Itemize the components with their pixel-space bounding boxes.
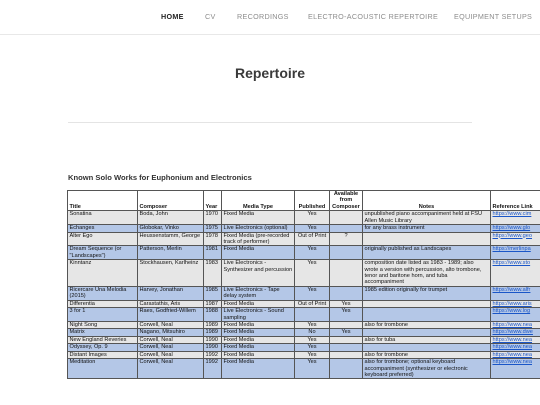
cell-year: 1990 — [204, 336, 222, 343]
cell-media-type: Fixed Media — [222, 211, 295, 225]
cell-composer: Corwell, Neal — [138, 336, 204, 343]
cell-composer: Nagano, Mitsuhiro — [138, 329, 204, 336]
cell-available-from-composer — [330, 359, 363, 379]
table-row — [68, 336, 540, 343]
cell-title: Echanges — [68, 225, 138, 232]
table-row — [68, 344, 540, 351]
cell-year: 1985 — [204, 286, 222, 300]
table-row — [68, 308, 540, 322]
nav-link-equipment-setups[interactable]: EQUIPMENT SETUPS — [454, 12, 533, 21]
column-header-media-type: Media Type — [222, 191, 295, 211]
cell-published: Yes — [295, 351, 330, 358]
cell-reference-link[interactable]: https://www.nea — [491, 336, 540, 343]
cell-notes: composition date listed as 1983 - 1989; also wrote a version with percussion, alto trombone, tenor and baritone horn, and tuba accompaniment — [363, 260, 491, 287]
cell-available-from-composer — [330, 344, 363, 351]
cell-reference-link[interactable]: https://www.nea — [491, 359, 540, 379]
cell-title: New England Reveries — [68, 336, 138, 343]
cell-notes: also for trombone — [363, 351, 491, 358]
cell-reference-link[interactable]: https://www.aris — [491, 300, 540, 307]
table-row — [68, 351, 540, 358]
cell-media-type: Fixed Media — [222, 322, 295, 329]
cell-title: Meditation — [68, 359, 138, 379]
cell-published: Yes — [295, 246, 330, 260]
cell-media-type: Live Electronics - Synthesizer and percussion — [222, 260, 295, 287]
cell-composer: Heussenstamm, George — [138, 232, 204, 246]
table-row — [68, 300, 540, 307]
nav-link-electro-acoustic-repertoire[interactable]: ELECTRO-ACOUSTIC REPERTOIRE — [308, 12, 439, 21]
cell-media-type: Fixed Media — [222, 329, 295, 336]
cell-title: Night Song — [68, 322, 138, 329]
cell-media-type: Fixed Media — [222, 359, 295, 379]
cell-media-type: Fixed Media — [222, 336, 295, 343]
cell-title: 3 for 1 — [68, 308, 138, 322]
cell-media-type: Live Electronics (optional) — [222, 225, 295, 232]
cell-notes: originally published as Landscapes — [363, 246, 491, 260]
cell-year: 1989 — [204, 322, 222, 329]
cell-year: 1983 — [204, 260, 222, 287]
cell-available-from-composer: Yes — [330, 300, 363, 307]
cell-media-type: Fixed Media (pre-recorded track of performer) — [222, 232, 295, 246]
cell-published: Yes — [295, 286, 330, 300]
column-header-year: Year — [204, 191, 222, 211]
cell-available-from-composer: Yes — [330, 329, 363, 336]
cell-published: Yes — [295, 211, 330, 225]
cell-published: Yes — [295, 225, 330, 232]
cell-title: Dream Sequence (or "Landscapes") — [68, 246, 138, 260]
cell-reference-link[interactable]: https://www.nea — [491, 344, 540, 351]
cell-composer: Corwell, Neal — [138, 344, 204, 351]
table-body — [68, 211, 540, 379]
cell-title: Kinntanz — [68, 260, 138, 287]
cell-year: 1987 — [204, 300, 222, 307]
cell-reference-link[interactable]: https://www.nea — [491, 322, 540, 329]
cell-reference-link[interactable]: https://www.glo — [491, 225, 540, 232]
cell-notes — [363, 344, 491, 351]
cell-media-type: Live Electronics - Tape delay system — [222, 286, 295, 300]
cell-composer: Stockhausen, Karlheinz — [138, 260, 204, 287]
cell-reference-link[interactable]: https://www.dwe — [491, 329, 540, 336]
cell-notes: also for trombone; optional keyboard accompaniment (synthesizer or electronic keyboard preferred) — [363, 359, 491, 379]
cell-media-type: Fixed Media — [222, 351, 295, 358]
cell-title: Sonatina — [68, 211, 138, 225]
cell-year: 1975 — [204, 225, 222, 232]
cell-reference-link[interactable]: https://www.geo — [491, 232, 540, 246]
cell-title: Odyssey, Op. 9 — [68, 344, 138, 351]
cell-available-from-composer — [330, 322, 363, 329]
table-row — [68, 225, 540, 232]
cell-year: 1992 — [204, 351, 222, 358]
column-header-notes: Notes — [363, 191, 491, 211]
cell-notes: 1985 edition originally for trumpet — [363, 286, 491, 300]
cell-published: Yes — [295, 344, 330, 351]
cell-media-type: Fixed Media — [222, 300, 295, 307]
cell-notes — [363, 232, 491, 246]
cell-available-from-composer — [330, 351, 363, 358]
cell-published: No — [295, 329, 330, 336]
cell-published: Yes — [295, 322, 330, 329]
cell-reference-link[interactable]: https://merlinpa — [491, 246, 540, 260]
cell-media-type: Live Electronics - Sound sampling — [222, 308, 295, 322]
section-heading: Known Solo Works for Euphonium and Electronics — [68, 173, 252, 182]
cell-available-from-composer: ? — [330, 232, 363, 246]
table-row — [68, 359, 540, 379]
cell-reference-link[interactable]: https://www.sto — [491, 260, 540, 287]
column-header-available-from-composer: Available from Composer — [330, 191, 363, 211]
cell-published: Out of Print — [295, 300, 330, 307]
cell-reference-link[interactable]: https://www.log — [491, 308, 540, 322]
column-header-published: Published — [295, 191, 330, 211]
cell-title: Alter Ego — [68, 232, 138, 246]
cell-media-type: Fixed Media — [222, 344, 295, 351]
cell-notes: for any brass instrument — [363, 225, 491, 232]
cell-notes — [363, 329, 491, 336]
cell-published: Yes — [295, 359, 330, 379]
cell-composer: Raes, Godfried-Willem — [138, 308, 204, 322]
cell-notes: also for trombone — [363, 322, 491, 329]
table-header-row — [68, 191, 540, 211]
cell-published — [295, 308, 330, 322]
cell-notes — [363, 308, 491, 322]
cell-composer: Harvey, Jonathan — [138, 286, 204, 300]
nav-link-home[interactable]: HOME — [161, 12, 184, 21]
cell-year: 1992 — [204, 359, 222, 379]
nav-link-cv[interactable]: CV — [205, 12, 216, 21]
cell-available-from-composer — [330, 286, 363, 300]
cell-available-from-composer — [330, 336, 363, 343]
cell-available-from-composer: Yes — [330, 308, 363, 322]
cell-composer: Boda, John — [138, 211, 204, 225]
table-row — [68, 322, 540, 329]
table-row — [68, 329, 540, 336]
cell-notes — [363, 300, 491, 307]
cell-title: Matrix — [68, 329, 138, 336]
table-row — [68, 286, 540, 300]
cell-notes: also for tuba — [363, 336, 491, 343]
cell-available-from-composer — [330, 225, 363, 232]
column-header-title: Title — [68, 191, 138, 211]
top-navigation — [0, 0, 540, 35]
cell-published: Out of Print — [295, 232, 330, 246]
cell-year: 1988 — [204, 308, 222, 322]
cell-composer: Corwell, Neal — [138, 359, 204, 379]
column-header-composer: Composer — [138, 191, 204, 211]
cell-year: 1978 — [204, 232, 222, 246]
table-row — [68, 260, 540, 287]
cell-media-type: Fixed Media — [222, 246, 295, 260]
cell-title: Distant Images — [68, 351, 138, 358]
cell-reference-link[interactable]: https://www.nea — [491, 351, 540, 358]
cell-reference-link[interactable]: https://www.alfr — [491, 286, 540, 300]
table-row — [68, 246, 540, 260]
repertoire-table — [67, 190, 540, 379]
column-header-reference-link: Reference Link — [491, 191, 540, 211]
cell-available-from-composer — [330, 260, 363, 287]
cell-composer: Carastathis, Aris — [138, 300, 204, 307]
divider — [68, 122, 472, 123]
cell-title: Differentia — [68, 300, 138, 307]
cell-available-from-composer — [330, 211, 363, 225]
cell-notes: unpublished piano accompaniment held at FSU Allen Music Library — [363, 211, 491, 225]
cell-composer: Globokar, Vinko — [138, 225, 204, 232]
cell-year: 1970 — [204, 211, 222, 225]
cell-composer: Corwell, Neal — [138, 351, 204, 358]
cell-composer: Patterson, Merlin — [138, 246, 204, 260]
cell-available-from-composer — [330, 246, 363, 260]
nav-link-recordings[interactable]: RECORDINGS — [237, 12, 289, 21]
cell-year: 1989 — [204, 329, 222, 336]
table-row — [68, 232, 540, 246]
cell-published: Yes — [295, 260, 330, 287]
cell-year: 1990 — [204, 344, 222, 351]
cell-published: Yes — [295, 336, 330, 343]
cell-composer: Corwell, Neal — [138, 322, 204, 329]
cell-title: Ricercare Una Melodia (2015) — [68, 286, 138, 300]
table-row — [68, 211, 540, 225]
cell-year: 1981 — [204, 246, 222, 260]
page-title: Repertoire — [234, 65, 306, 81]
repertoire-table-container — [67, 190, 540, 405]
cell-reference-link[interactable]: https://www.cim — [491, 211, 540, 225]
